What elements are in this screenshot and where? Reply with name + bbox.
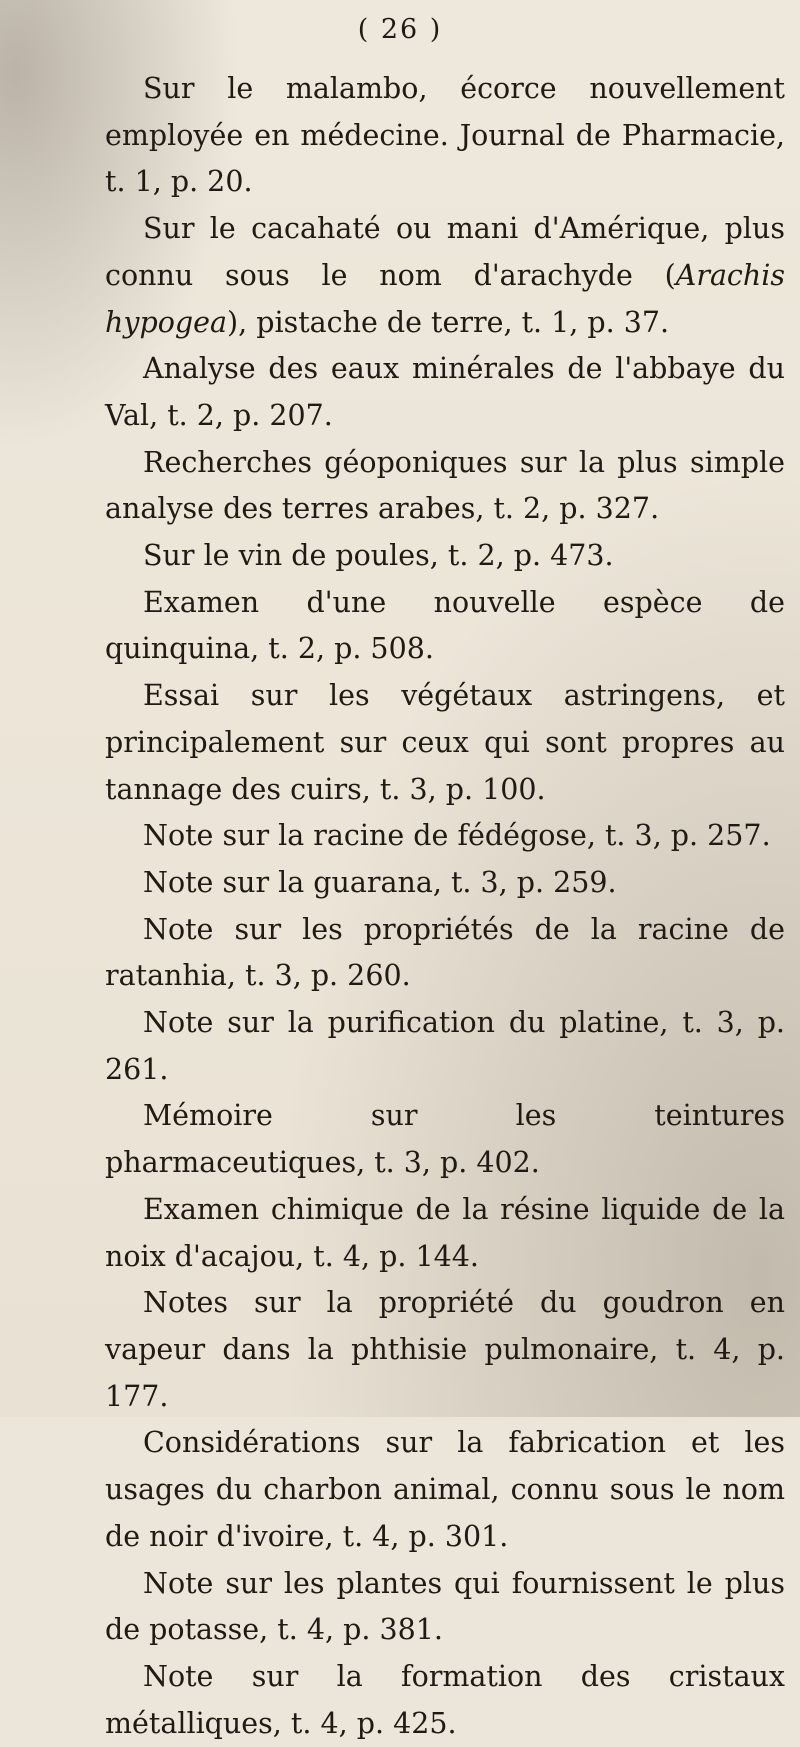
entry-cristaux: Note sur la formation des cristaux métalliques, t. 4, p. 425.	[105, 1659, 785, 1740]
entry-charbon-animal: Considérations sur la fabrication et les usages du charbon animal, connu sous le nom de noir d'ivoire, t. 4, p. 301.	[105, 1426, 785, 1553]
entry-fedegose: Note sur la racine de fédégose, t. 3, p. 257.	[143, 819, 771, 853]
entry-platine: Note sur la purification du platine, t. 3, p. 261.	[105, 1006, 785, 1086]
entry-cacahate	[105, 206, 785, 346]
entry-teintures: Mémoire sur les teintures pharmaceutiques, t. 3, p. 402.	[105, 1099, 785, 1180]
entry-cacahate-latin-name: Arachis hypogea	[105, 258, 785, 339]
entry-noix-acajou: Examen chimique de la résine liquide de la noix d'acajou, t. 4, p. 144.	[105, 1192, 785, 1273]
entry-goudron: Notes sur la propriété du goudron en vapeur dans la phthisie pulmonaire, t. 4, p. 177.	[105, 1286, 785, 1413]
entry-vin-de-poules: Sur le vin de poules, t. 2, p. 473.	[143, 539, 614, 573]
entry-cacahate-text-end: ), pistache de terre, t. 1, p. 37.	[226, 305, 670, 339]
entry-ratanhia: Note sur les propriétés de la racine de ratanhia, t. 3, p. 260.	[105, 912, 785, 993]
entry-eaux-minerales: Analyse des eaux minérales de l'abbaye du Val, t. 2, p. 207.	[105, 352, 785, 432]
entry-quinquina: Examen d'une nouvelle espèce de quinquina, t. 2, p. 508.	[105, 585, 785, 666]
page-number-header: ( 26 )	[357, 14, 443, 45]
entry-potasse: Note sur les plantes qui fournissent le plus de potasse, t. 4, p. 381.	[105, 1566, 785, 1647]
entry-list	[105, 66, 785, 1747]
entry-cacahate-text: Sur le cacahaté ou mani d'Amérique, plus connu sous le nom d'arachyde (	[105, 212, 785, 292]
entry-malambo: Sur le malambo, écorce nouvellement employée en médecine. Journal de Pharmacie, t. 1, p. 20.	[105, 72, 785, 199]
entry-guarana: Note sur la guarana, t. 3, p. 259.	[143, 865, 617, 899]
entry-vegetaux-astringens: Essai sur les végétaux astringens, et principalement sur ceux qui sont propres au tannage des cuirs, t. 3, p. 100.	[105, 679, 785, 806]
entry-recherches-geoponiques: Recherches géoponiques sur la plus simple analyse des terres arabes, t. 2, p. 327.	[105, 445, 785, 526]
